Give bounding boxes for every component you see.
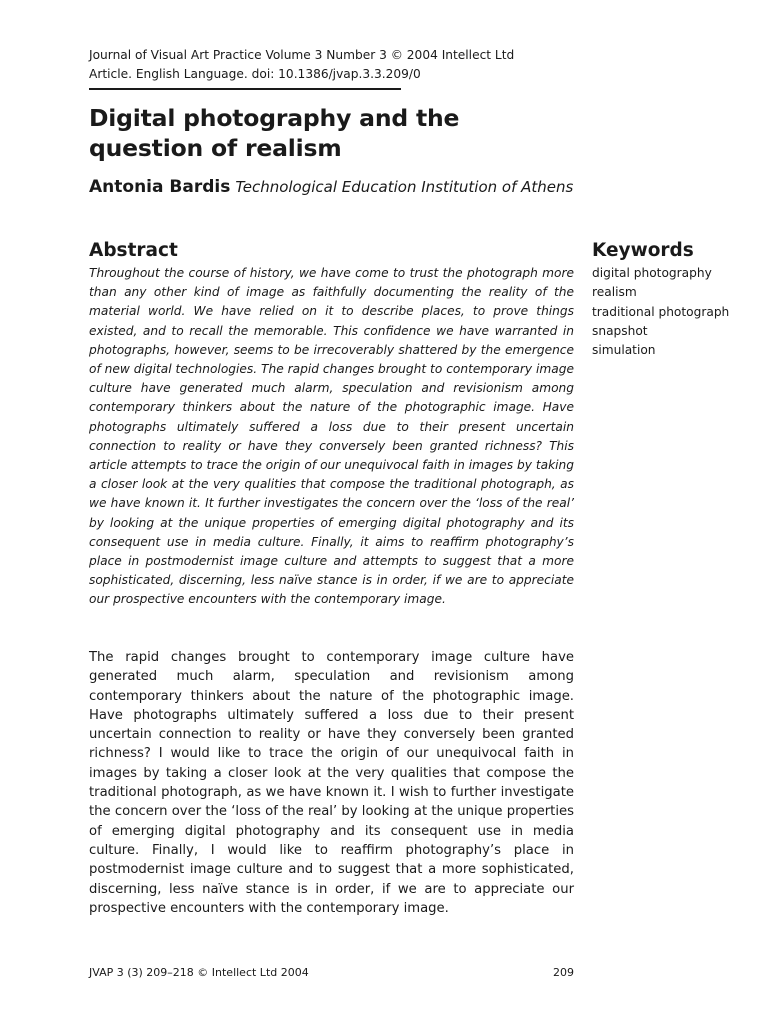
- keyword-item: simulation: [592, 343, 656, 358]
- body-paragraph: The rapid changes brought to contemporary image culture have generated much alarm, speculation and revisionism among contemporary thinkers about the nature of the photographic image. Have photographs ultimately suffered a loss due to their present uncertain connection to reality or have they conversely been granted richness? I would like to trace the origin of our unequivocal faith in images by taking a closer look at the very qualities that compose the traditional photograph, as we have known it. I wish to further investigate the concern over the ‘loss of the real’ by looking at the unique properties of emerging digital photography and its consequent use in media culture. Finally, I would like to reaffirm photography’s place in postmodernist image culture and to suggest that a more sophisticated, discerning, less naïve stance is in order, if we are to appreciate our prospective encounters with the contemporary image.: [89, 650, 574, 916]
- author-institution: Technological Education Institution of Athens: [235, 178, 574, 196]
- header-rule: [89, 88, 401, 90]
- keyword-item: digital photography: [592, 266, 712, 280]
- page-number: 209: [553, 966, 574, 979]
- keyword-item: realism: [592, 285, 637, 300]
- abstract-heading: Abstract: [89, 240, 178, 261]
- keywords-heading: Keywords: [592, 240, 694, 261]
- author-name: Antonia Bardis: [89, 177, 231, 197]
- article-doi-line: Article. English Language. doi: 10.1386/jvap.3.3.209/0: [89, 67, 421, 81]
- keyword-item: traditional photograph: [592, 304, 730, 319]
- article-title: Digital photography and the question of realism: [89, 104, 460, 162]
- keywords-list: [592, 264, 762, 360]
- journal-info-line: Journal of Visual Art Practice Volume 3 Number 3 © 2004 Intellect Ltd: [89, 48, 515, 62]
- keyword-item: snapshot: [592, 323, 648, 338]
- journal-header: [89, 46, 515, 90]
- byline: [89, 177, 589, 197]
- abstract-text: Throughout the course of history, we have come to trust the photograph more than any other kind of image as faithfully documenting the reality of the material world. We have relied on it to describe places, to prove things existed, and to recall the memorable. This confidence we have warranted in photographs, however, seems to be irrecoverably shattered by the emergence of new digital technologies. The rapid changes brought to contemporary image culture have generated much alarm, speculation and revisionism among contemporary thinkers about the nature of the photographic image. Have photographs ultimately suffered a loss due to their present uncertain connection to reality or have they conversely been granted richness? This article attempts to trace the origin of our unequivocal faith in images by taking a closer look at the very qualities that compose the traditional photograph, as we have known it. It further investigates the concern over the ‘loss of the real’ by looking at the unique properties of emerging digital photography and its consequent use in media culture. Finally, it aims to reaffirm photography’s place in postmodernist image culture and attempts to suggest that a more sophisticated, discerning, less naïve stance is in order, if we are to appreciate our prospective encounters with the contemporary image.: [89, 266, 574, 607]
- footer-citation: JVAP 3 (3) 209–218 © Intellect Ltd 2004: [89, 966, 309, 979]
